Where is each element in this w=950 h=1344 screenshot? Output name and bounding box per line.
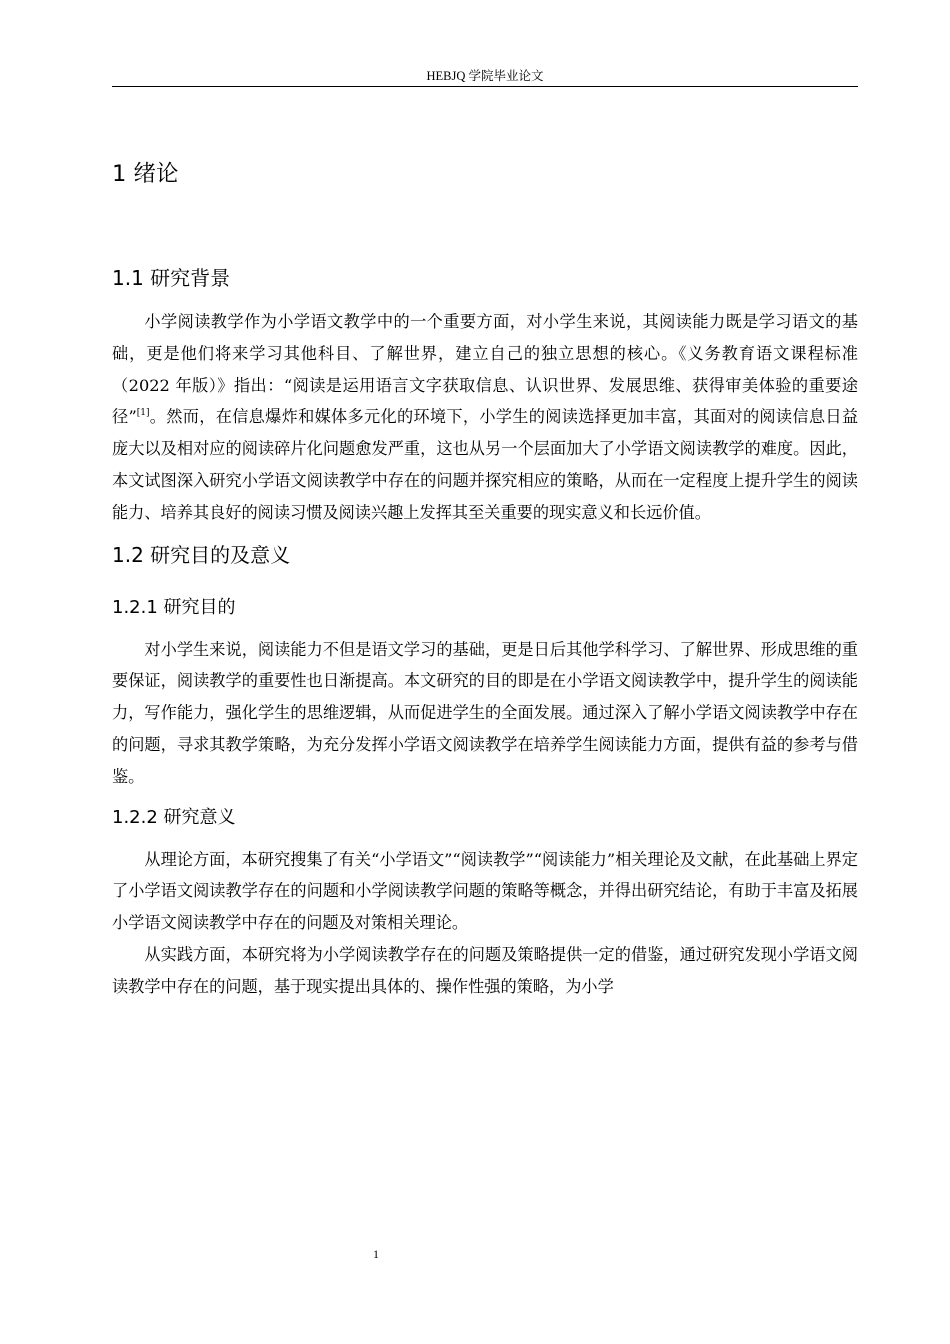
page-number: 1 xyxy=(373,1247,379,1261)
section-1-2-title: 1.2 研究目的及意义 xyxy=(112,542,291,567)
page-content xyxy=(112,150,858,1003)
subsection-1-2-2-paragraph-1: 从理论方面，本研究搜集了有关“小学语文”“阅读教学”“阅读能力”相关理论及文献，在此基础上界定了小学语文阅读教学存在的问题和小学阅读教学问题的策略等概念，并得出研究结论，有助于丰富及拓展小学语文阅读教学中存在的问题及对策相关理论。 xyxy=(112,849,858,933)
citation-marker: [1] xyxy=(136,408,150,419)
subsection-1-2-2-title: 1.2.2 研究意义 xyxy=(112,806,236,828)
section-1-1-paragraph xyxy=(112,306,858,529)
page-header: HEBJQ 学院毕业论文 xyxy=(112,66,858,87)
subsection-1-2-1-title: 1.2.1 研究目的 xyxy=(112,596,236,618)
section-1-1-text-part1: 小学阅读教学作为小学语文教学中的一个重要方面，对小学生来说，其阅读能力既是学习语文的基础，更是他们将来学习其他科目、了解世界，建立自己的独立思想的核心。《义务教育语文课程标准（2022 年版）》指出：“阅读是运用语言文字获取信息、认识世界、发展思维、获得审美体验的重要途径” xyxy=(112,312,858,427)
subsection-1-2-1-paragraph: 对小学生来说，阅读能力不但是语文学习的基础，更是日后其他学科学习、了解世界、形成思维的重要保证，阅读教学的重要性也日渐提高。本文研究的目的即是在小学语文阅读教学中，提升学生的阅读能力，写作能力，强化学生的思维逻辑，从而促进学生的全面发展。通过深入了解小学语文阅读教学中存在的问题，寻求其教学策略，为充分发挥小学语文阅读教学在培养学生阅读能力方面，提供有益的参考与借鉴。 xyxy=(112,639,858,786)
section-1-1-title: 1.1 研究背景 xyxy=(112,266,231,290)
subsection-1-2-2-paragraph-2: 从实践方面，本研究将为小学阅读教学存在的问题及策略提供一定的借鉴，通过研究发现小学语文阅读教学中存在的问题，基于现实提出具体的、操作性强的策略，为小学 xyxy=(112,944,858,996)
section-1-1-text-part2: 。然而，在信息爆炸和媒体多元化的环境下，小学生的阅读选择更加丰富，其面对的阅读信息日益庞大以及相对应的阅读碎片化问题愈发严重，这也从另一个层面加大了小学语文阅读教学的难度。因此，本文试图深入研究小学语文阅读教学中存在的问题并探究相应的策略，从而在一定程度上提升学生的阅读能力、培养其良好的阅读习惯及阅读兴趣上发挥其至关重要的现实意义和长远价值。 xyxy=(112,407,859,522)
chapter-title: 1 绪论 xyxy=(112,161,179,187)
